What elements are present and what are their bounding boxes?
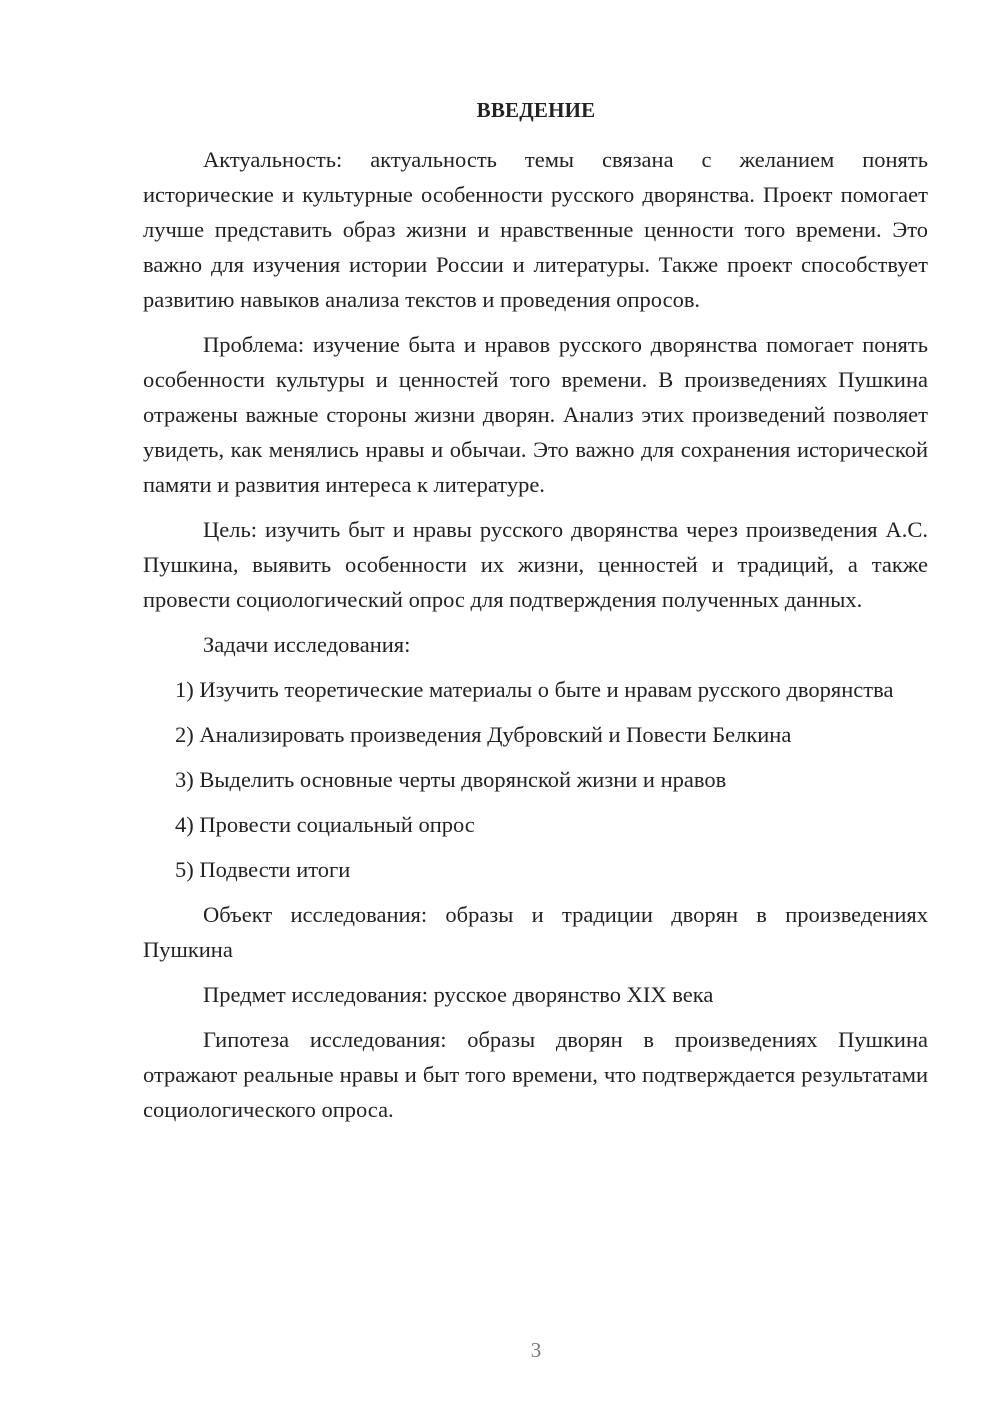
body-text	[143, 142, 928, 1137]
task-item-3: 3) Выделить основные черты дворянской жизни и нравов	[175, 767, 727, 792]
paragraph-subject: Предмет исследования: русское дворянство XIX века	[203, 982, 714, 1007]
task-item-5: 5) Подвести итоги	[175, 857, 351, 882]
paragraph-relevance: Актуальность: актуальность темы связана с желанием понять исторические и культурные особенности русского дворянства. Проект помогает лучше представить образ жизни и нравственные ценности того времени. Это важно для изучения истории России и литературы. Также проект способствует развитию навыков анализа текстов и проведения опросов.	[143, 147, 928, 312]
paragraph-object: Объект исследования: образы и традиции дворян в произведениях Пушкина	[143, 902, 928, 962]
task-item-4: 4) Провести социальный опрос	[175, 812, 475, 837]
paragraph-hypothesis: Гипотеза исследования: образы дворян в произведениях Пушкина отражают реальные нравы и быт того времени, что подтверждается результатами социологического опроса.	[143, 1027, 928, 1122]
section-title: ВВЕДЕНИЕ	[476, 98, 596, 122]
paragraph-problem: Проблема: изучение быта и нравов русского дворянства помогает понять особенности культуры и ценностей того времени. В произведениях Пушкина отражены важные стороны жизни дворян. Анализ этих произведений позволяет увидеть, как менялись нравы и обычаи. Это важно для сохранения исторической памяти и развития интереса к литературе.	[143, 332, 928, 497]
task-item-2: 2) Анализировать произведения Дубровский и Повести Белкина	[175, 722, 792, 747]
paragraph-tasks-heading: Задачи исследования:	[203, 632, 411, 657]
task-item-1: 1) Изучить теоретические материалы о быте и нравам русского дворянства	[175, 677, 894, 702]
paragraph-goal: Цель: изучить быт и нравы русского дворянства через произведения А.С. Пушкина, выявить особенности их жизни, ценностей и традиций, а также провести социологический опрос для подтверждения полученных данных.	[143, 517, 928, 612]
page-number: 3	[530, 1338, 542, 1362]
